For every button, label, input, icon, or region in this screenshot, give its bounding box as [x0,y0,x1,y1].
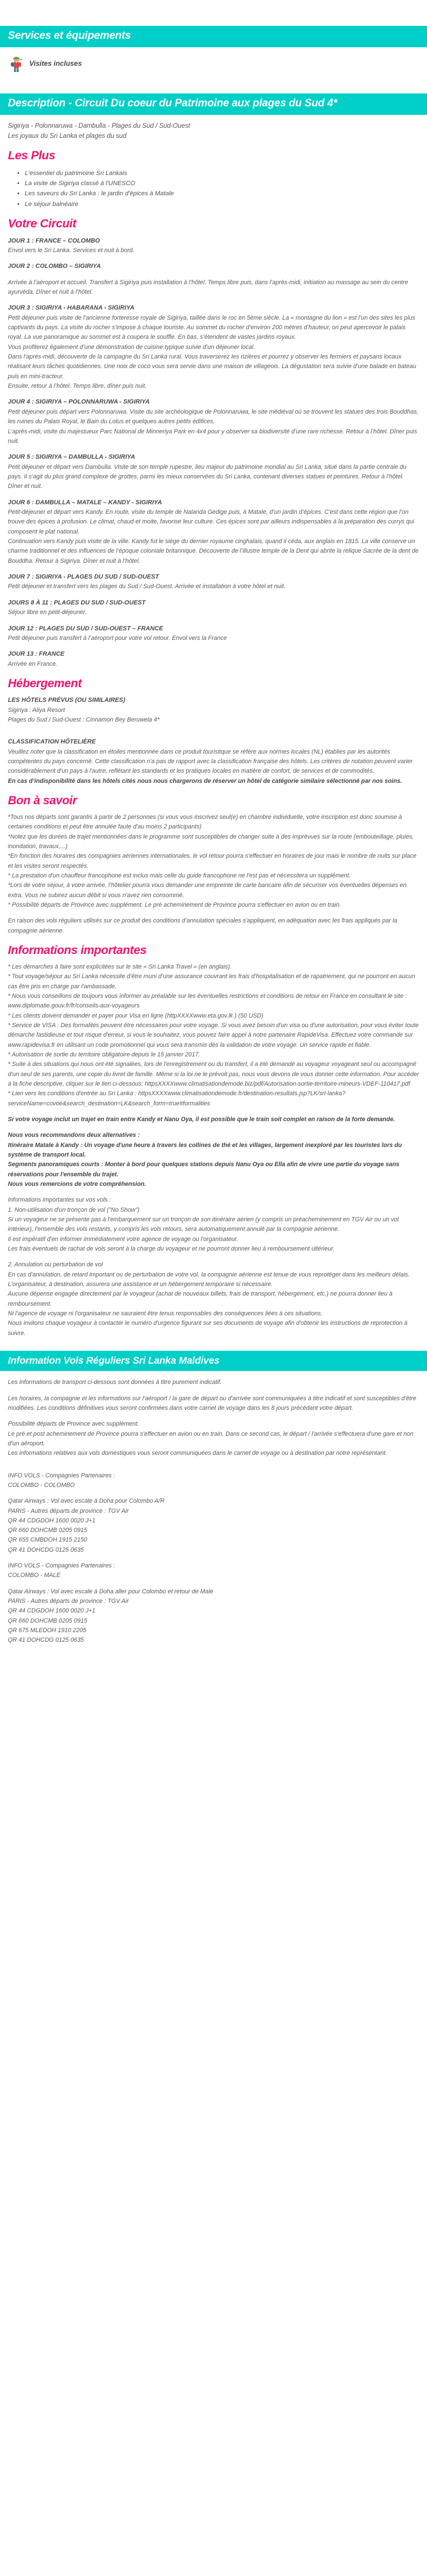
flight-segment: QR 41 DOHCDG 0125 0635 [8,1546,84,1553]
info-paragraph: * Lien vers les conditions d'entrée au Sri Lanka : httpsXXXXwww.climatisationdemode.fr/destination-resultats.jsp?LK/sri-lanka?serviceName=covoe&search_destination=LK&search_form=true#formalities [8,1090,346,1107]
hebergement-spacer [8,731,419,737]
flight-block-title: INFO VOLS - Compagnies Partenaires : [8,1472,115,1479]
bon-a-savoir-spacer [8,910,419,916]
info-paragraph: * Tout voyage/séjour au Sri Lanka nécessite d’être muni d’une assurance couvrant les frais d’hospitalisation et de rapatriement, qui ne pourront en aucun cas être pris en charge par l’ambassade. [8,973,415,990]
vols-spacer [8,1388,419,1394]
info-paragraph: * Les clients doivent demander et payer pour Visa en ligne (httpXXXXwww.eta.gov.lk ) (50 USD) [8,1012,264,1019]
flight-block [8,1561,419,1646]
list-item: • L'essentiel du patrimoine Sri Lankais [25,168,419,178]
vols-gap [8,1338,419,1351]
service-item-visites-incluses [9,55,418,72]
day-title: JOUR 5 : SIGIRIYA – DAMBULLA - SIGIRIYA [8,454,135,461]
classification-title: CLASSIFICATION HÔTELIÈRE [8,738,96,746]
vols-intro: Les informations de transport ci-dessous sont données à titre purement indicatif. [8,1379,222,1386]
thanks-note: Nous vous remercions de votre compréhension. [8,1181,146,1188]
day-paragraph: Continuation vers Kandy puis visite de la ville. Kandy fut le siège du dernier royaume cinghalais, quand il céda, aux anglais en 1815. La ville conserve un charme traditionnel et des influences de l’époque coloniale britannique. Découverte de l’illustre temple de la Dent qui abrite la relique Sacrée de la dent de Bouddha. Retour à Sigiriya. Dîner et nuit à l’hôtel. [8,538,419,565]
itinerary-day [8,453,419,491]
list-item: • Les saveurs du Sri Lanka : le jardin d'épices à Matale [25,189,419,199]
description-tagline: Les joyaux du Sri Lanka et plages du sud [8,132,127,140]
itinerary-day [8,303,419,391]
day-spacer [8,566,419,572]
flight-note: 1. Non-utilisation d'un tronçon de vol ("No Show") [8,1206,140,1213]
info-paragraph: * Les démarches à faire sont explicitées sur le site « Sri Lanka Travel » (en anglais). [8,964,232,971]
info-spacer [8,1254,419,1260]
flight-segment: QR 655 CMBDOH 1915 2150 [8,1536,87,1544]
day-spacer [8,256,419,262]
itinerary-day [8,498,419,566]
train-notice: Si votre voyage inclut un trajet en train entre Kandy et Nanu Oya, il est possible que le train soit complet en raison de la forte demande. [8,1116,395,1123]
flight-note: 2. Annulation ou perturbation de vol [8,1261,103,1269]
vols-paragraph: Les informations relatives aux vols domestiques vous seront communiquées dans le carnet de voyage ou à destination par notre représentant. [8,1450,388,1457]
vols-content [0,1371,427,1665]
les-plus-list [8,168,419,210]
flight-block-title: INFO VOLS - Compagnies Partenaires : [8,1562,115,1570]
info-spacer [8,1189,419,1195]
flight-segment: QR 660 DOHCMB 0205 0915 [8,1617,87,1624]
flight-spacer [8,1490,419,1497]
day-title: JOUR 3 : SIGIRIYA - HABARANA - SIGIRIYA [8,304,135,312]
service-item-label: Visites incluses [29,59,82,68]
day-spacer [8,643,419,649]
day-paragraph: Séjour libre en petit-déjeuner. [8,609,87,616]
bon-a-savoir-paragraph: *Notez que les durées de trajet mentionnées dans le programme sont susceptibles de changer suite à des imprévues sur la route (embouteillage, pluies, inondation, travaux,...) [8,833,414,850]
services-section-bar: Services et équipements [0,26,427,47]
day-spacer [8,446,419,453]
day-paragraph: Arrivée en France. [8,660,57,667]
day-title: JOUR 7 : SIGIRIYA - PLAGES DU SUD / SUD-OUEST [8,574,159,581]
flight-departures: PARIS - Autres départs de province : TGV Air [8,1507,129,1515]
itinerary-day [8,236,419,256]
info-paragraph: * Suite à des situations qui nous ont été signalées, lors de l'enregistrement ou du transfert, il a été demandé au voyageur voyageant seul ou accompagné d'un seul de ses parents, une copie du livret de famille. Même si la loi ne le prévoit pas, nous vous devons de vous donner cette information. Pour accéder à la fiche descriptive, cliquer sur le lien ci-dessous: httpsXXXXwww.climatisationdemode.biz/pdf/Autorisation-sortie-territoire-mineurs-VDEF-110417.pdf [8,1061,419,1088]
info-paragraph: * Autorisation de sortie du territoire obligatoire depuis le 15 janvier 2017. [8,1051,201,1059]
hebergement-heading: Hébergement [8,677,82,691]
info-paragraph: * Nous vous conseillons de toujours vous informer au préalable sur les éventuelles restrictions et conditions de retour en France en consultant le site : www.diplomatie.gouv.fr/fr/conseils-aux-voyageurs [8,993,407,1010]
day-spacer [8,592,419,598]
day-spacer [8,297,419,303]
day-title: JOUR 2 : COLOMBO – SIGIRIYA [8,263,101,270]
flight-note: Il est impératif d'en informer immédiatement votre agence de voyage ou l'organisateur. [8,1235,238,1243]
day-title: JOURS 8 À 11 : PLAGES DU SUD / SUD-OUEST [8,599,146,606]
day-spacer [8,391,419,397]
flight-note: En cas d'annulation, de retard important ou de perturbation de votre vol, la compagnie aérienne est tenue de vous reprotéger dans les meilleurs délais. [8,1271,410,1278]
bon-a-savoir-paragraph: *En fonction des horaires des compagnies aériennes internationales, le vol retour pourra s'effectuer en horaires de jour mais le nombre de nuits sur place et les visites seront respectés. [8,853,417,870]
flight-departures: PARIS - Autres départs de province : TGV Air [8,1598,129,1605]
recommendation-label: Nous vous recommandons deux alternatives : [8,1132,140,1139]
alternative-option: Segments panoramiques courts : Monter à bord pour quelques stations depuis Nanu Oya ou Ella afin de vivre une partie du voyage sans réservations pour l'ensemble du trajet. [8,1161,399,1178]
flight-segment: QR 41 DOHCDG 0125 0635 [8,1637,84,1644]
day-title: JOUR 6 : DAMBULLA – MATALE – KANDY - SIGIRIYA [8,499,162,506]
day-paragraph: Vous profiterez également d’une démonstration de cuisine typique suivie d’un déjeuner local. [8,343,255,351]
info-spacer [8,1109,419,1115]
hotel-entry: Sigiriya : Aliya Resort [8,706,65,714]
vols-section-bar: Information Vols Réguliers Sri Lanka Maldives [0,1351,427,1371]
flight-block-route: COLOMBO - COLOMBO [8,1481,75,1489]
vols-spacer [8,1465,419,1471]
day-paragraph: Petit déjeuner et départ vers Dambulla. Visite de son temple rupestre, lieu majeur du patrimoine mondial au Sri Lanka, situé dans la partie centrale du pays. Il s’agit du plus grand complexe de grottes, parmi les mieux conservées du Sri Lanka, contenant diverses statues et peintures. Retour à l’hôtel. Dîner et nuit. [8,463,407,490]
desc-gap [8,115,419,122]
day-paragraph: Petit déjeuner et transfert vers les plages du Sud / Sud-Ouest. Arrivée et installation à votre hôtel et nuit. [8,583,286,590]
info-spacer [8,1125,419,1131]
day-paragraph: L’après-midi, visite du majestueux Parc National de Minneriya Park en 4x4 pour y observer sa biodiversité d’une rare richesse. Retour à l’hôtel. Dîner puis nuit. [8,428,417,445]
day-title: JOUR 4 : SIGIRIYA – POLONNARUWA - SIGIRIYA [8,398,150,406]
day-paragraph: Ensuite, retour à l’hôtel. Temps libre, dîner puis nuit. [8,383,147,390]
itinerary-day [8,572,419,592]
vols-spacer [8,1413,419,1419]
itinerary-day [8,397,419,446]
flight-note: Si un voyageur ne se présente pas à l'embarquement sur un tronçon de son itinéraire aérien (y compris un préacheminement en TGV Air ou un vol intérieur), l'ensemble des vols restants, y compris les vols retours, sera automatiquement annulé par la compagnie aérienne. [8,1216,399,1233]
day-paragraph: Dans l'après-midi, découverte de la campagne du Sri Lanka rural. Vous traverserez les rizières et pourrez y observer les fermiers et paysans locaux réalisant leurs tâches quotidiennes. Une noix de coco vous sera servie dans une maison de villageois. La dégustation sera suivie d’une balade en bateau puis en mini-tracteur. [8,353,416,380]
services-body [0,47,427,81]
flight-note: Ni l'agence de voyage ni l'organisateur ne sauraient être tenus responsables des conséquences liées à ces situations. [8,1310,323,1317]
bottom-gap [8,1646,419,1665]
day-paragraph: Arrivée à l’aéroport et accueil. Transfert à Sigiriya puis installation à l’hôtel. Temps libre puis, dans l’après-midi, initiation au massage au sein du centre ayurvéda. Dîner et nuit à l’hôtel. [8,279,408,296]
day-spacer [8,272,419,278]
day-title: JOUR 1 : FRANCE – COLOMBO [8,237,100,244]
itinerary-day [8,624,419,644]
classification-bold-note: En cas d’indisponibilité dans les hôtels cités nous nous chargerons de réserver un hôtel de catégorie similaire sélectionné par nos soins. [8,777,402,785]
flight-segment: QR 660 DOHCMB 0205 0915 [8,1527,87,1534]
flight-notes-label: Informations importantes sur vos vols : [8,1197,111,1204]
flight-spacer [8,1555,419,1561]
info-paragraph: * Service de VISA : Des formalités peuvent être nécessaires pour votre voyage. Si vous avez besoin d'un visa ou d'une autorisation, pour vous éviter toute démarche fastidieuse et tout risque d'erreur, si vous le souhaitez, vous pouvez faire appel à notre partenaire RapideVisa. Effectuez votre commande sur www.rapidevisa.fr en utilisant un code promotionnel qui vous sera transmis dès la validation de votre voyage. Un service rapide et fiable. [8,1022,419,1049]
vols-top-gap [8,1371,419,1378]
votre-circuit-heading: Votre Circuit [8,217,77,231]
vols-paragraph: Les horaires, la compagnie et les informations sur l'aéroport / la gare de départ ou d'arrivée sont communiquées à titre indicatif et sont susceptibles d'être modifiées. Les conditions définitives vous seront confirmées dans votre carnet de voyage dans les 8 jours précédant votre départ. [8,1395,416,1412]
les-plus-heading: Les Plus [8,149,55,163]
day-paragraph: Petit déjeuner puis transfert à l’aéroport pour votre vol retour. Envol vers la France [8,635,227,642]
list-item: • Le séjour balnéaire [25,199,419,209]
flight-airline: Qatar Airways : Vol avec escale à Doha pour Colombo A/R [8,1498,164,1505]
day-paragraph: Petit déjeuner puis visite de l’ancienne forteresse royale de Sigiriya, taillée dans le roc en 5ème siècle. La « montagne du lion » est l’un des sites les plus captivants du pays. La visite du rocher s’impose à chaque touriste. Au sommet du rocher d’environ 200 mètres d’hauteur, on peut apercevoir le palais royal. La vue panoramique au sommet est à coupera le souffle. En bas, s’étendent de vastes jardins royaux. [8,314,416,341]
flight-block-route: COLOMBO - MALE [8,1572,61,1579]
hotel-entry: Plages du Sud / Sud-Ouest : Cinnamon Bey Beruwela 4* [8,716,160,723]
day-paragraph: Petit déjeuner puis départ vers Polonnaruwa. Visite du site archéologique de Polonnaruwa, le site médiéval où se trouvent les statues des trois Bouddhas, les ruines du Palais Royal, le Bain du Lotus et quelques autres petits édifices. [8,408,419,425]
flight-segment: QR 675 MLEDOH 1910 2205 [8,1627,87,1634]
day-spacer [8,492,419,498]
hotels-title: LES HÔTELS PRÉVUS (OU SIMILAIRES) [8,697,126,704]
informations-importantes-heading: Informations importantes [8,944,146,957]
description-section-bar: Description - Circuit Du coeur du Patrimoine aux plages du Sud 4* [0,93,427,115]
day-title: JOUR 13 : FRANCE [8,651,65,658]
bon-a-savoir-closing: En raison des vols réguliers utilisés sur ce produit des conditions d’annulation spéciales s'appliquent, en adéquation avec les frais appliqués par la compagnie aérienne. [8,917,398,934]
flight-note: Aucune dépense engagée directement par le voyageur (achat de nouveaux billets, frais de transport, hébergement, etc.) ne pourra donner lieu à remboursement. [8,1291,393,1307]
bon-a-savoir-heading: Bon à savoir [8,794,77,808]
flight-spacer [8,1581,419,1587]
description-route: Sigiriya - Polonnaruwa - Dambulla - Plages du Sud / Sud-Ouest [8,122,190,129]
flight-note: Les frais éventuels de rachat de vols seront à la charge du voyageur et ne pourront donner lieu à remboursement ultérieur. [8,1246,335,1253]
bon-a-savoir-paragraph: *Tous nos départs sont garantis à partir de 2 personnes (si vous vous inscrivez seul(e) en chambre individuelle, votre inscription est donc soumise à certaines conditions et peut être annulée faute d'au moins 2 participants) [8,814,402,831]
classification-text: Veuillez noter que la classification en étoiles mentionnée dans ce produit touristique se réfère aux normes locales (NL) établies par les autorités compétentes du pays concerné. Cette classification n'a pas de rapport avec la classification française des hôtels. Les critères de notation peuvent varier considérablement d'un pays à l'autre, reflétant les standards et les pratiques locales en matière de confort, de services et de commodités. [8,748,413,775]
vols-paragraph: Possibilité départs de Province avec supplément. [8,1421,139,1428]
bon-a-savoir-paragraph: * Possibilité départs de Province avec supplément. Le pré acheminement de Province pourra s'effectuer en avion ou en train. [8,902,341,909]
flight-note: L'organisateur, à destination, assurera une assistance et un hébergement temporaire si nécessaire. [8,1281,273,1288]
hebergement-spacer [8,725,419,731]
bon-a-savoir-paragraph: *Lors de votre séjour, à votre arrivée, l’hôtelier pourra vous demander une empreinte de carte bancaire afin de sécuriser vos éventuelles dépenses en extra. Vous ne subirez aucun débit si vous n'avez rien consommé. [8,882,407,899]
services-description-gap [0,81,427,93]
top-spacer [0,0,427,26]
bon-a-savoir-paragraph: * La prestation d'un chauffeur francophone est inclus mais celle du guide francophone ne l'est pas et nécessitera un supplément. [8,872,351,880]
day-spacer [8,618,419,624]
vols-spacer [8,1459,419,1465]
description-content [0,115,427,1351]
day-title: JOUR 12 : PLAGES DU SUD / SUD-OUEST – FRANCE [8,625,163,632]
itinerary-day [8,598,419,618]
day-paragraph: Petit-déjeuner et départ vers Kandy. En route, visite du temple de Nalanda Gedige puis, à Matale, d’un jardin d’épices. C'est dans cette région que l’on trouve des épices à profusion. Le climat, chaud et moite, favorise leur culture. Ces épices sont par ailleurs indispensables à la préparation des currys qui composent le plat national. [8,509,415,535]
list-item: • La visite de Sigiriya classé à l'UNESCO [25,178,419,189]
alternative-option: Itinéraire Matale à Kandy : Un voyage d'une heure à travers les collines de thé et les villages, largement inexploré par les touristes lors du système de transport local. [8,1141,402,1159]
flight-segment: QR 44 CDGDOH 1600 0020 J+1 [8,1517,96,1524]
day-paragraph: Envol vers le Sri Lanka. Services et nuit à bord. [8,247,135,254]
itinerary-day [8,649,419,669]
flight-note: Nous invitons chaque voyageur à contacter le numéro d'urgence figurant sur ses documents de voyage afin d'obtenir les instructions de reprotection à suivre. [8,1320,408,1337]
flight-block [8,1471,419,1556]
itinerary-day [8,262,419,297]
flight-airline: Qatar Airways : Vol avec escale à Doha aller pour Colombo et retour de Male [8,1588,214,1595]
flight-segment: QR 44 CDGDOH 1600 0020 J+1 [8,1607,96,1615]
vols-paragraph: Le pré et post acheminement de Province pourra s'effectuer en avion ou en train. Dans ce second cas, le départ / l'arrivée s'effectuera d'une gare et non d'un aéroport. [8,1430,413,1447]
hiker-icon [9,55,24,72]
